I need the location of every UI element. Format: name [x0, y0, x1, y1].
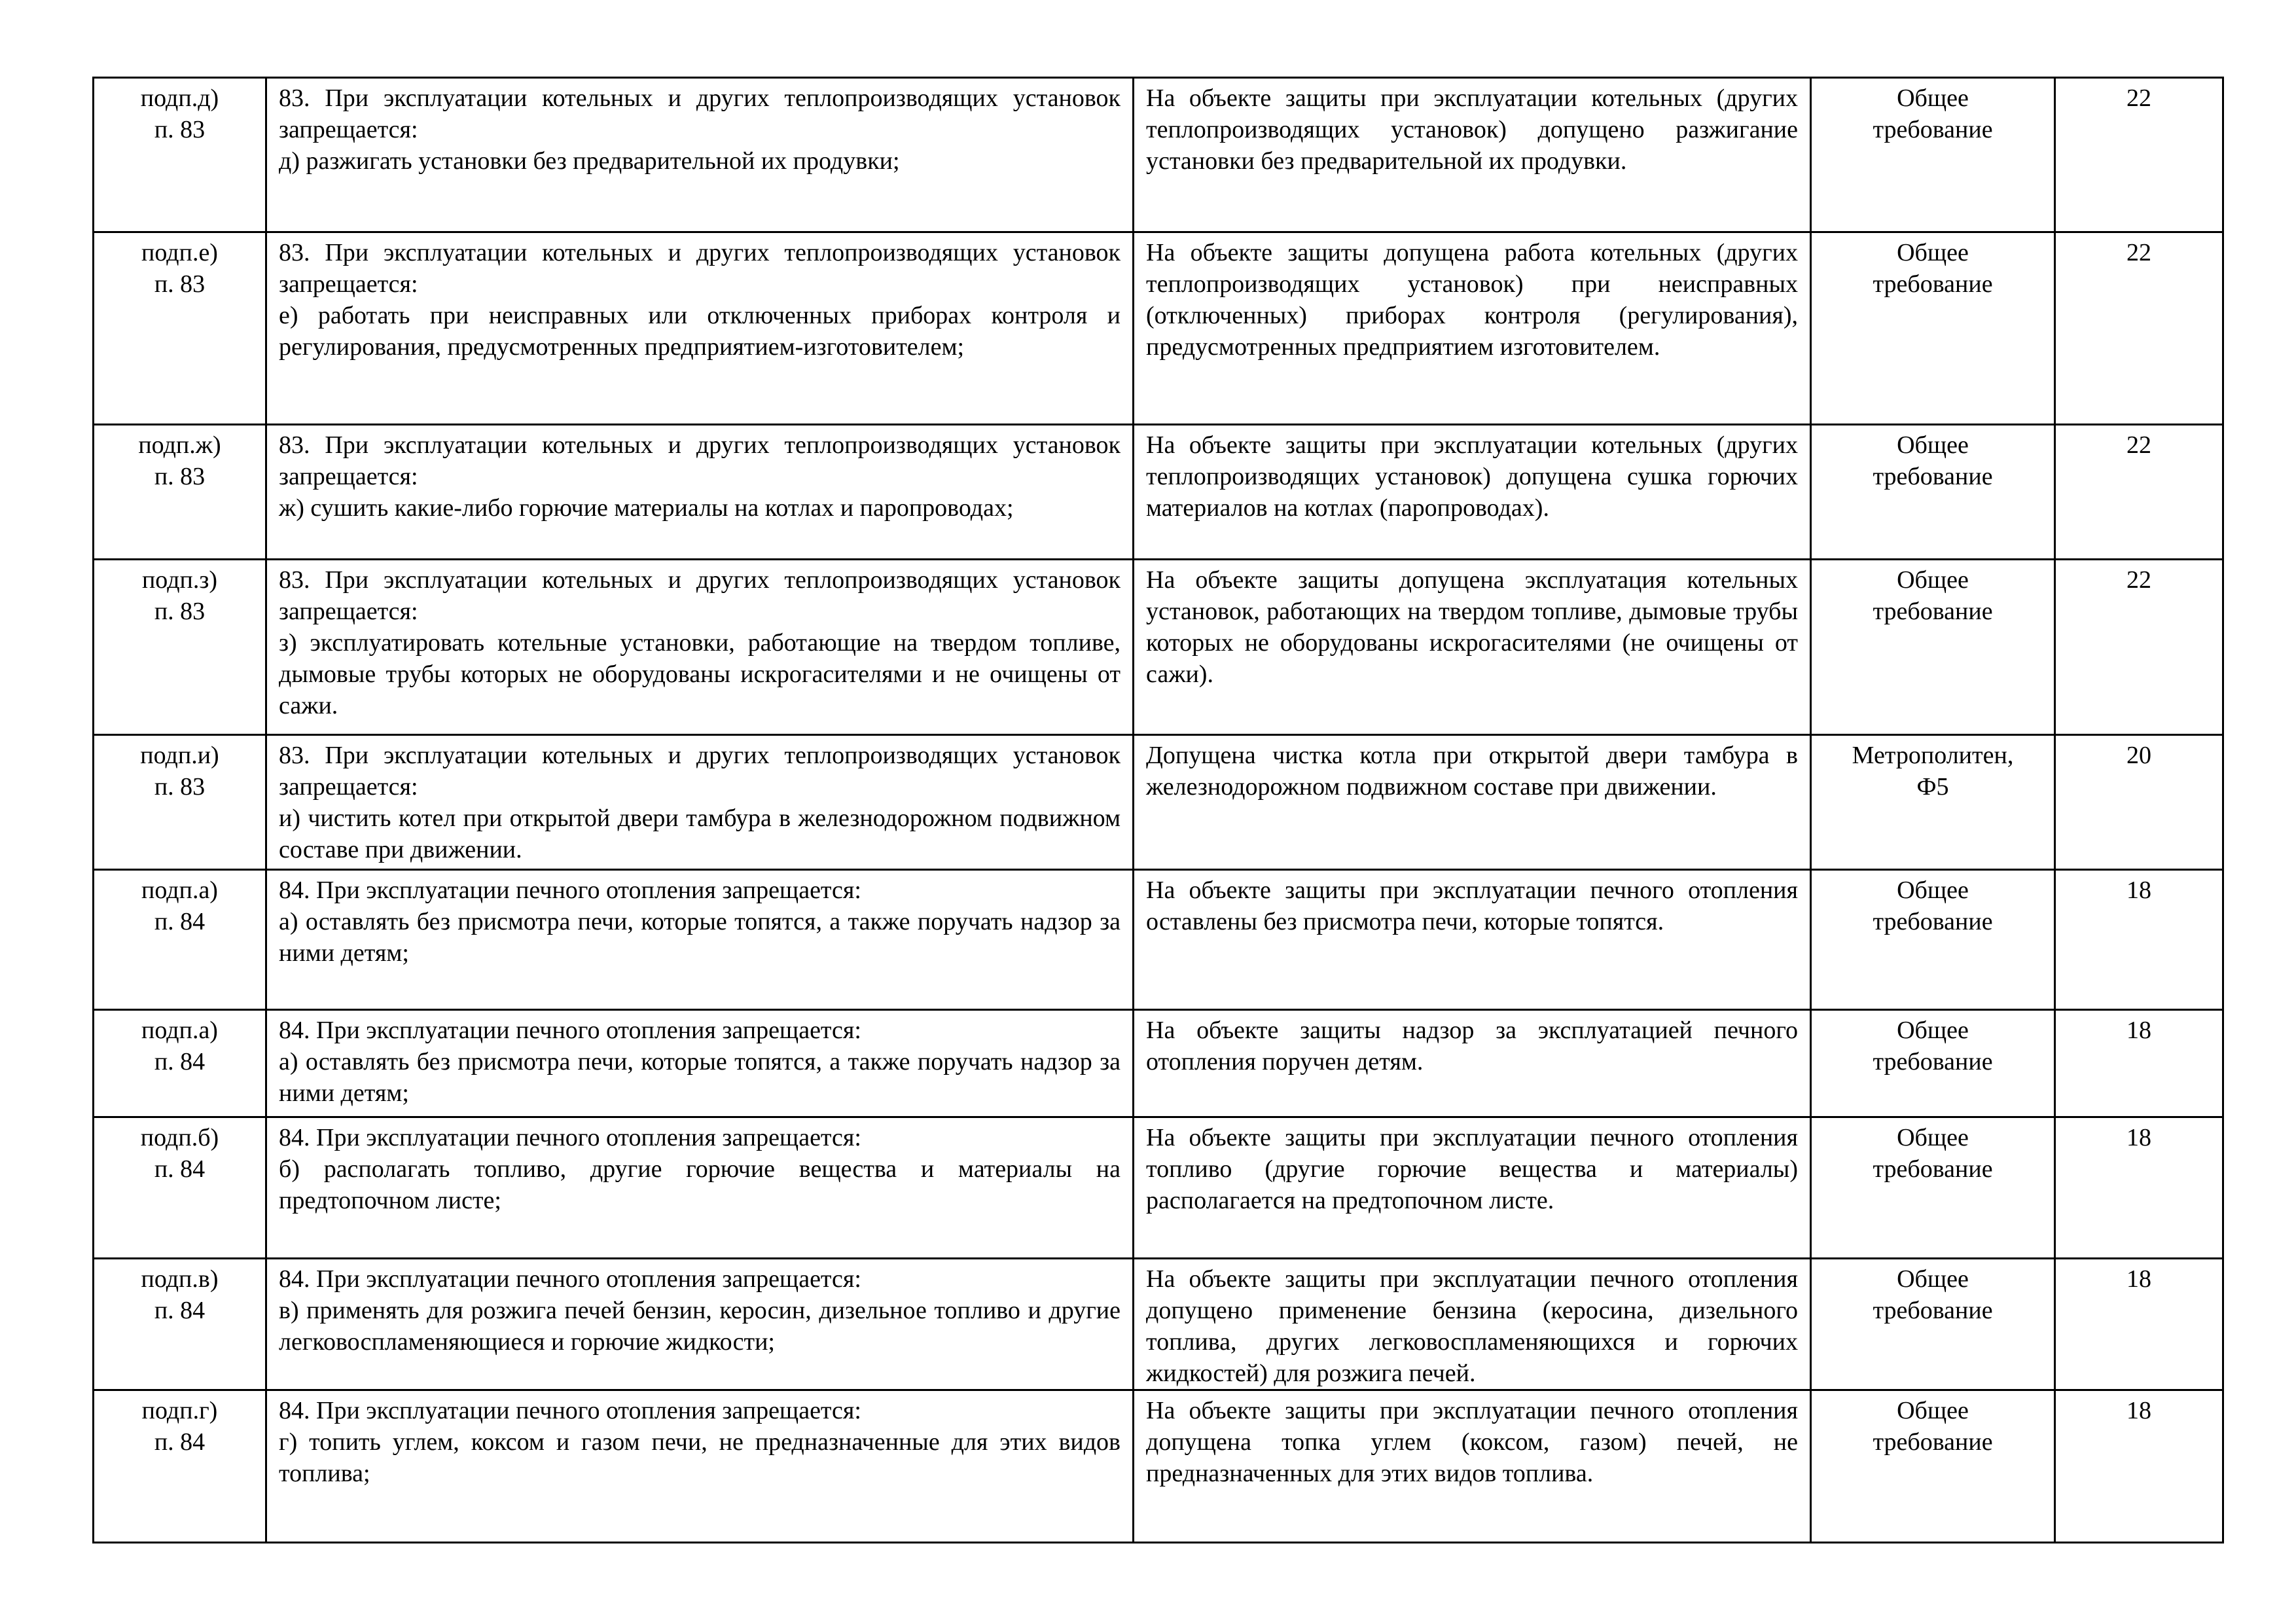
requirement-text: г) топить углем, коксом и газом печи, не предназначенные для этих видов топлива;	[279, 1428, 1121, 1487]
clause-reference-cell	[94, 425, 266, 560]
table-row	[94, 78, 2223, 232]
category-line: требование	[1873, 116, 1993, 143]
points-value: 22	[2126, 566, 2151, 594]
points-cell	[2055, 232, 2223, 425]
requirement-text: з) эксплуатировать котельные установки, работающие на твердом топливе, дымовые трубы которых не оборудованы искрогасителями и не очищены от сажи.	[279, 629, 1121, 719]
clause-reference-line: подп.д)	[140, 84, 219, 112]
clause-reference-line: подп.а)	[141, 876, 218, 904]
requirement-text: а) оставлять без присмотра печи, которые топятся, а также поручать надзор за ними детям;	[279, 908, 1121, 967]
table-body	[94, 78, 2223, 1543]
category-line: Общее	[1897, 84, 1969, 112]
violation-cell	[1134, 425, 1811, 560]
clause-reference-line: подп.г)	[141, 1397, 218, 1424]
points-value: 20	[2126, 742, 2151, 769]
category-line: требование	[1873, 598, 1993, 625]
violation-cell	[1134, 78, 1811, 232]
clause-reference-line: п. 84	[154, 1428, 206, 1456]
category-line: требование	[1873, 1428, 1993, 1456]
category-cell	[1811, 560, 2055, 735]
category-cell	[1811, 1117, 2055, 1259]
requirement-cell	[266, 1010, 1134, 1117]
category-line: требование	[1873, 1297, 1993, 1324]
table-row	[94, 560, 2223, 735]
clause-reference-line: п. 83	[154, 463, 206, 490]
category-line: Метрополитен,	[1852, 742, 2014, 769]
requirement-text: 84. При эксплуатации печного отопления запрещается:	[279, 1124, 861, 1151]
category-line: Общее	[1897, 876, 1969, 904]
points-value: 22	[2126, 84, 2151, 112]
requirement-text: а) оставлять без присмотра печи, которые топятся, а также поручать надзор за ними детям;	[279, 1048, 1121, 1107]
clause-reference-cell	[94, 560, 266, 735]
clause-reference-line: подп.и)	[140, 742, 219, 769]
points-value: 18	[2126, 1397, 2151, 1424]
violation-text: Допущена чистка котла при открытой двери тамбура в железнодорожном подвижном составе при движении.	[1146, 742, 1798, 801]
category-cell	[1811, 78, 2055, 232]
category-cell	[1811, 1390, 2055, 1543]
requirement-text: и) чистить котел при открытой двери тамбура в железнодорожном подвижном составе при движении.	[279, 804, 1121, 863]
violation-text: На объекте защиты при эксплуатации печного отопления допущена топка углем (коксом, газом) печей, не предназначенных для этих видов топлива.	[1146, 1397, 1798, 1487]
points-value: 18	[2126, 1124, 2151, 1151]
requirement-text: д) разжигать установки без предварительной их продувки;	[279, 147, 900, 175]
clause-reference-line: подп.б)	[140, 1124, 219, 1151]
violation-cell	[1134, 1390, 1811, 1543]
violation-cell	[1134, 1259, 1811, 1390]
points-cell	[2055, 870, 2223, 1010]
clause-reference-cell	[94, 1117, 266, 1259]
points-value: 18	[2126, 1265, 2151, 1293]
category-line: Общее	[1897, 566, 1969, 594]
category-cell	[1811, 1259, 2055, 1390]
violation-cell	[1134, 560, 1811, 735]
requirement-cell	[266, 1117, 1134, 1259]
category-cell	[1811, 425, 2055, 560]
clause-reference-line: п. 83	[154, 773, 206, 801]
points-value: 18	[2126, 1017, 2151, 1044]
violation-text: На объекте защиты допущена эксплуатация котельных установок, работающих на твердом топливе, дымовые трубы которых не оборудованы искрогасителями (не очищены от сажи).	[1146, 566, 1798, 688]
requirement-text: 83. При эксплуатации котельных и других теплопроизводящих установок запрещается:	[279, 84, 1121, 143]
clause-reference-line: подп.з)	[141, 566, 218, 594]
requirement-cell	[266, 425, 1134, 560]
points-cell	[2055, 425, 2223, 560]
points-value: 22	[2126, 239, 2151, 266]
points-cell	[2055, 735, 2223, 870]
category-line: требование	[1873, 1155, 1993, 1183]
violation-text: На объекте защиты при эксплуатации печного отопления оставлены без присмотра печи, которые топятся.	[1146, 876, 1798, 935]
category-line: требование	[1873, 463, 1993, 490]
category-line: требование	[1873, 908, 1993, 935]
category-cell	[1811, 1010, 2055, 1117]
points-cell	[2055, 1010, 2223, 1117]
requirement-text: 84. При эксплуатации печного отопления запрещается:	[279, 1397, 861, 1424]
clause-reference-cell	[94, 1259, 266, 1390]
requirement-cell	[266, 78, 1134, 232]
table-row	[94, 1390, 2223, 1543]
points-cell	[2055, 1259, 2223, 1390]
category-line: Общее	[1897, 1397, 1969, 1424]
table-row	[94, 1010, 2223, 1117]
category-line: Общее	[1897, 1265, 1969, 1293]
requirement-text: е) работать при неисправных или отключенных приборах контроля и регулирования, предусмотренных предприятием-изготовителем;	[279, 302, 1121, 361]
table-row	[94, 232, 2223, 425]
clause-reference-line: п. 84	[154, 1155, 206, 1183]
requirement-text: 83. При эксплуатации котельных и других теплопроизводящих установок запрещается:	[279, 239, 1121, 298]
requirement-text: в) применять для розжига печей бензин, керосин, дизельное топливо и другие легковоспламеняющиеся и горючие жидкости;	[279, 1297, 1121, 1356]
requirement-cell	[266, 735, 1134, 870]
violation-text: На объекте защиты при эксплуатации печного отопления допущено применение бензина (керосина, дизельного топлива, других легковоспламеняющихся и горючих жидкостей) для розжига печей.	[1146, 1265, 1798, 1387]
clause-reference-line: п. 84	[154, 908, 206, 935]
clause-reference-line: подп.ж)	[138, 431, 221, 459]
clause-reference-cell	[94, 78, 266, 232]
points-value: 18	[2126, 876, 2151, 904]
points-cell	[2055, 78, 2223, 232]
category-line: Общее	[1897, 1124, 1969, 1151]
clause-reference-line: подп.е)	[141, 239, 218, 266]
requirement-text: 84. При эксплуатации печного отопления запрещается:	[279, 876, 861, 904]
violation-text: На объекте защиты допущена работа котельных (других теплопроизводящих установок) при неисправных (отключенных) приборах контроля (регулирования), предусмотренных предприятием изготовителем.	[1146, 239, 1798, 361]
requirement-cell	[266, 870, 1134, 1010]
points-cell	[2055, 560, 2223, 735]
clause-reference-line: п. 83	[154, 270, 206, 298]
table-row	[94, 735, 2223, 870]
category-line: требование	[1873, 270, 1993, 298]
table-row	[94, 425, 2223, 560]
violation-cell	[1134, 232, 1811, 425]
violation-text: На объекте защиты при эксплуатации котельных (других теплопроизводящих установок) допущена сушка горючих материалов на котлах (паропроводах).	[1146, 431, 1798, 522]
category-cell	[1811, 232, 2055, 425]
category-line: Общее	[1897, 239, 1969, 266]
violation-cell	[1134, 735, 1811, 870]
requirement-text: 83. При эксплуатации котельных и других теплопроизводящих установок запрещается:	[279, 431, 1121, 490]
points-value: 22	[2126, 431, 2151, 459]
category-line: Общее	[1897, 431, 1969, 459]
clause-reference-line: подп.а)	[141, 1017, 218, 1044]
category-cell	[1811, 735, 2055, 870]
clause-reference-line: подп.в)	[141, 1265, 219, 1293]
violation-cell	[1134, 870, 1811, 1010]
clause-reference-cell	[94, 232, 266, 425]
category-line: Общее	[1897, 1017, 1969, 1044]
violation-cell	[1134, 1117, 1811, 1259]
category-line: Ф5	[1916, 773, 1949, 801]
clause-reference-cell	[94, 1390, 266, 1543]
points-cell	[2055, 1390, 2223, 1543]
clause-reference-line: п. 84	[154, 1048, 206, 1075]
violation-text: На объекте защиты при эксплуатации котельных (других теплопроизводящих установок) допущено разжигание установки без предварительной их продувки.	[1146, 84, 1798, 175]
violation-cell	[1134, 1010, 1811, 1117]
requirement-cell	[266, 560, 1134, 735]
clause-reference-line: п. 84	[154, 1297, 206, 1324]
requirement-cell	[266, 1259, 1134, 1390]
clause-reference-cell	[94, 870, 266, 1010]
requirement-text: б) располагать топливо, другие горючие вещества и материалы на предтопочном листе;	[279, 1155, 1121, 1214]
requirement-cell	[266, 232, 1134, 425]
clause-reference-line: п. 83	[154, 598, 206, 625]
requirement-text: 84. При эксплуатации печного отопления запрещается:	[279, 1017, 861, 1044]
requirement-text: 83. При эксплуатации котельных и других теплопроизводящих установок запрещается:	[279, 566, 1121, 625]
table-row	[94, 1117, 2223, 1259]
requirements-table	[92, 77, 2224, 1543]
table-row	[94, 1259, 2223, 1390]
requirement-cell	[266, 1390, 1134, 1543]
clause-reference-cell	[94, 735, 266, 870]
table-row	[94, 870, 2223, 1010]
violation-text: На объекте защиты при эксплуатации печного отопления топливо (другие горючие вещества и материалы) располагается на предтопочном листе.	[1146, 1124, 1798, 1214]
clause-reference-cell	[94, 1010, 266, 1117]
category-cell	[1811, 870, 2055, 1010]
requirement-text: ж) сушить какие-либо горючие материалы на котлах и паропроводах;	[279, 494, 1014, 522]
requirement-text: 83. При эксплуатации котельных и других теплопроизводящих установок запрещается:	[279, 742, 1121, 801]
points-cell	[2055, 1117, 2223, 1259]
clause-reference-line: п. 83	[154, 116, 206, 143]
violation-text: На объекте защиты надзор за эксплуатацией печного отопления поручен детям.	[1146, 1017, 1798, 1075]
requirement-text: 84. При эксплуатации печного отопления запрещается:	[279, 1265, 861, 1293]
category-line: требование	[1873, 1048, 1993, 1075]
